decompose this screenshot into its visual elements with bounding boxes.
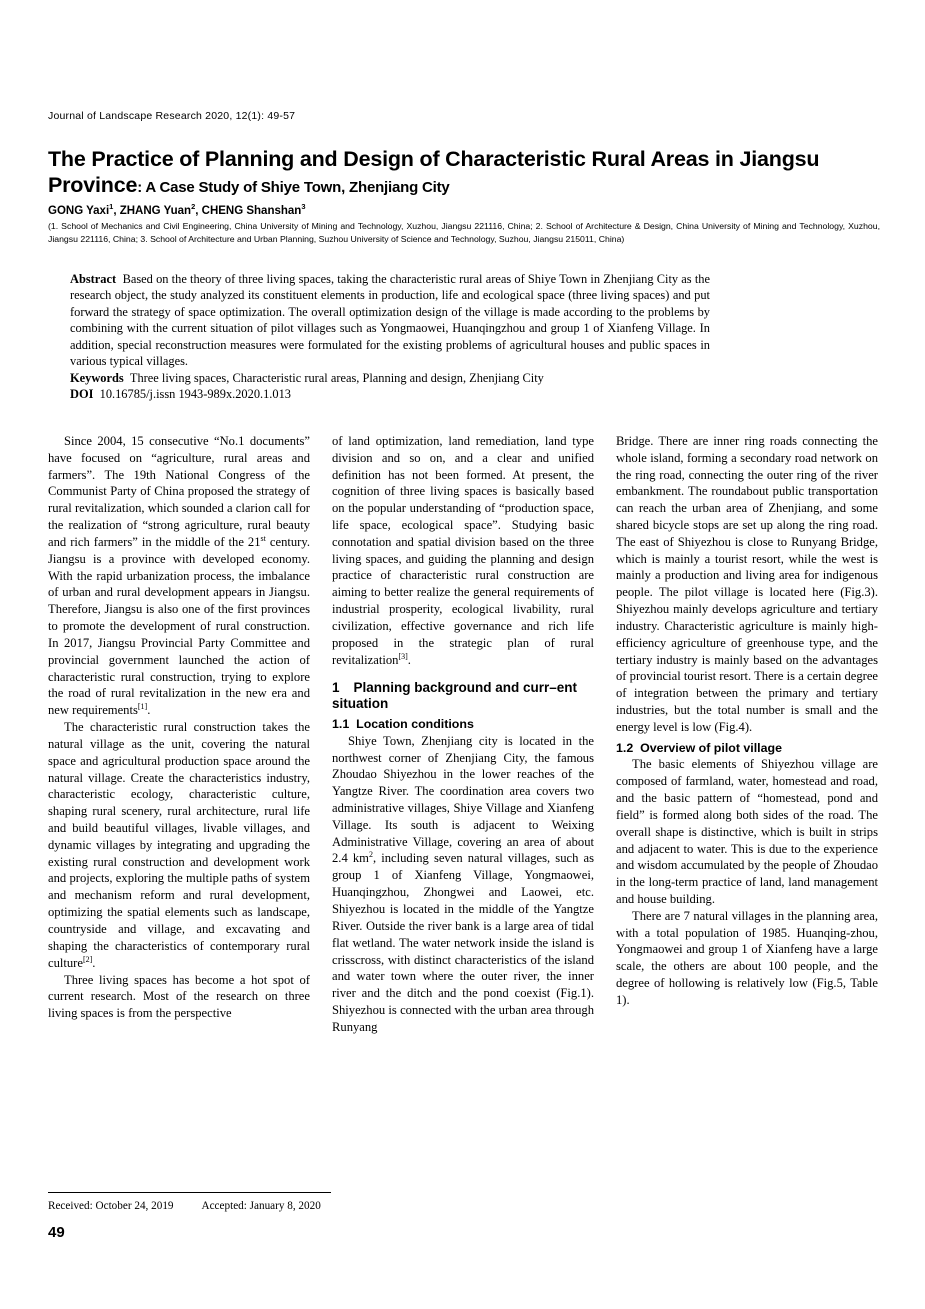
doi-paragraph: [70, 386, 710, 403]
section-heading-1-1: [332, 717, 594, 732]
doi-label: DOI: [70, 387, 94, 402]
body-columns: [48, 433, 880, 1036]
title-block: [48, 146, 880, 245]
column-3: [616, 433, 878, 1036]
section-number: 1: [332, 679, 340, 695]
paragraph: The characteristic rural construction takes the natural village as the unit, covering the natural space and agricultural production space around the natural village. Create the characteristics industry, characteristic ecology, characteristic culture, shaping rural scenery, rural architecture, rural life and build beautiful villages, livable villages, and dynamic villages by integrating and upgrading the existing rural construction and development work and projects, exploring the multiple paths of system and mechanism reform and rural development, optimizing the spatial elements such as landscape, countryside and village, and excavating and shaping the characteristics of contemporary rural culture[2].: [48, 720, 310, 970]
accepted-date: Accepted: January 8, 2020: [201, 1200, 321, 1212]
paragraph: Since 2004, 15 consecutive “No.1 documents” have focused on “agriculture, rural areas and farmers”. The 19th National Congress of the Communist Party of China proposed the strategy of rural revitalization, which sounded a clarion call for the realization of “strong agriculture, rural beauty and rich farmers” in the middle of the 21st century. Jiangsu is a province with developed economy. With the rapid urbanization process, the imbalance of urban and rural development appears in Jiangsu. Therefore, Jiangsu is also one of the first provinces to promote the development of rural construction. In 2017, Jiangsu Provincial Party Committee and provincial government launched the action of characteristic rural construction, trying to explore the road of rural revitalization in the new era and new requirements[1].: [48, 433, 310, 718]
paragraph: Shiye Town, Zhenjiang city is located in the northwest corner of Zhenjiang City, the famous Zhoudao Shiyezhou in the lower reaches of the Yangtze River. The coordination area covers two administrative villages, Shiye Village and Xianfeng Village. Its south is adjacent to Weixing Administrative Village, covering an area of about 2.4 $km^2$, including seven natural villages, such as group 1 of Xianfeng Village, Yongmaowei, Huanqingzhou, Zhongwei and Laowei, etc. Shiyezhou is located in the middle of the Yangtze River. Outside the river bank is a large area of tidal flat wetland. The water network inside the island is crisscross, with distinct characteristics of the island and water town where the outer river, the inner river and the ditch and the pond coexist (Fig.1). Shiyezhou is connected with the urban area through Runyang: [332, 733, 594, 1034]
page-content: [48, 0, 880, 1036]
footer-dates: [48, 1200, 321, 1212]
paragraph: Bridge. There are inner ring roads connecting the whole island, forming a secondary road network on the ring road, connecting the outer ring of the river embankment. The roundabout public transportation can reach the urban area of Zhenjiang, and some shared bicycle stops are set up along the ring road. The east of Shiyezhou is close to Runyang Bridge, which is mainly a tourist resort, while the west is mainly a production and living area for indigenous people. The pilot village is located here (Fig.3). Shiyezhou mainly develops agriculture and tertiary industry. Characteristic agriculture is mainly high-efficiency agriculture of greenhouse type, and the tertiary industry is mainly based on the advantages of provincial tourist resort. There is a certain degree of integration between the primary and tertiary industries, but the total number is small and the energy level is low (Fig.4).: [616, 433, 878, 734]
page-title: [48, 146, 880, 198]
keywords-text: Three living spaces, Characteristic rural areas, Planning and design, Zhenjiang City: [129, 370, 544, 385]
affiliation: (1. School of Mechanics and Civil Engineering, China University of Mining and Technology, Xuzhou, Jiangsu 221116, China; 2. School of Architecture & Design, China University of Mining and Technology, Xuzhou, Jiangsu 221116, China; 3. School of Architecture and Urban Planning, Suzhou University of Science and Technology, Suzhou, Jiangsu 215011, China): [48, 221, 880, 244]
page-number: 49: [48, 1224, 65, 1241]
section-heading-1-2: [616, 741, 878, 756]
received-date: Received: October 24, 2019: [48, 1200, 174, 1212]
title-main: The Practice of Planning and Design of Characteristic Rural Areas in Jiangsu Province: [48, 147, 820, 198]
keywords-paragraph: [70, 370, 710, 387]
column-2: [332, 433, 594, 1036]
abstract-block: [70, 271, 710, 403]
section-number: 1.2: [616, 740, 634, 755]
column-1: [48, 433, 310, 1036]
abstract-label: Abstract: [70, 271, 117, 286]
doi-value: 10.16785/j.issn 1943-989x.2020.1.013: [99, 387, 291, 402]
section-title: Planning background and curr–ent situation: [332, 679, 578, 711]
footer-divider: [48, 1192, 331, 1193]
abstract-paragraph: [70, 271, 710, 370]
section-title: Overview of pilot village: [640, 740, 782, 755]
keywords-label: Keywords: [70, 370, 124, 385]
journal-running-head: Journal of Landscape Research 2020, 12(1): 49-57: [48, 110, 296, 122]
section-number: 1.1: [332, 716, 350, 731]
title-subtitle: : A Case Study of Shiye Town, Zhenjiang City: [137, 179, 450, 197]
author-list: GONG Yaxi$^1$, ZHANG Yuan$^2$, CHENG Shanshan$^3$: [48, 202, 306, 218]
section-title: Location conditions: [356, 716, 474, 731]
section-heading-1: [332, 680, 594, 712]
paragraph: The basic elements of Shiyezhou village are composed of farmland, water, homestead and road, and the basic pattern of “homestead, pond and field” is formed along both sides of the road. The overall shape is distinctive, which is built in strips and adjacent to water. This is due to the experience and wisdom accumulated by the people of Zhoudao in the long-term practice of land, land management and house building.: [616, 757, 878, 906]
paragraph: Three living spaces has become a hot spot of current research. Most of the research on three living spaces is from the perspective: [48, 972, 310, 1021]
paragraph: of land optimization, land remediation, land type division and so on, and a clear and unified definition has not been formed. At present, the cognition of three living spaces is basically based on the popular understanding of “production space, life space, ecological space”. Studying basic connotation and spatial division based on the three living spaces, and guiding the planning and design practice of characteristic rural construction are aiming to better realize the general requirements of industrial prosperity, ecological livability, rural civilization, effective governance and rich life proposed in the strategic plan of rural revitalization[3].: [332, 433, 594, 667]
abstract-text: Based on the theory of three living spaces, taking the characteristic rural areas of Shiye Town in Zhenjiang City as the research object, the study analyzed its constituent elements in production, life and ecological space (three living spaces) and put forward the strategy of space optimization. The overall optimization design of the village is made according to the problems by combining with the current situation of pilot villages such as Yongmaowei, Huanqingzhou and group 1 of Xianfeng Village. In addition, special reconstruction measures were formulated for the existing problems of agricultural houses and public spaces in various typical villages.: [70, 271, 710, 369]
paragraph: There are 7 natural villages in the planning area, with a total population of 1985. Huanqing-zhou, Yongmaowei and group 1 of Xianfeng have a large scale, the others are about 100 people, and the degree of hollowing is relatively low (Fig.5, Table 1).: [616, 908, 878, 1007]
